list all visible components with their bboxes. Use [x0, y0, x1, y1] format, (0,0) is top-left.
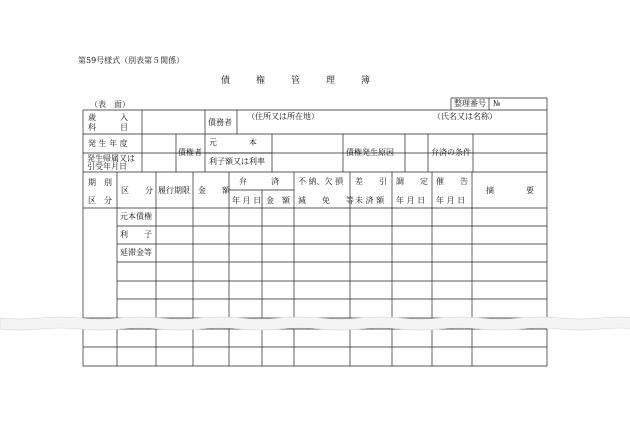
col-remarks: 摘 要 — [486, 186, 534, 195]
torn-gap — [0, 317, 630, 330]
col-adjust-2: 年 月 日 — [396, 196, 426, 205]
address-label: （住所又は所在地） — [247, 112, 319, 121]
principal-label: 元 本 — [209, 138, 257, 147]
cause-label: 債権発生原因 — [346, 148, 394, 157]
ref-label: 整理番号 — [454, 99, 486, 108]
origin-date-label-1: 発生帰属又は — [87, 154, 135, 163]
fiscal-item-label: 歳 入 — [88, 113, 128, 122]
col-deduct-2: 未 済 額 — [355, 196, 385, 205]
form-number: 第59号様式（別表第５関係） — [78, 56, 185, 65]
col-deduct-1: 差 引 — [355, 177, 387, 186]
row-late-fee: 延滞金等 — [120, 248, 152, 257]
interest-label: 利子額又は利率 — [209, 157, 265, 166]
col-adjust-1: 調 定 — [396, 177, 428, 186]
col-demand-1: 催 告 — [436, 177, 468, 186]
col-amount: 金 額 — [198, 186, 230, 195]
col-category: 区 分 — [121, 186, 153, 195]
form-title: 債権管理簿 — [221, 76, 397, 86]
name-label: （氏名又は名称） — [433, 112, 497, 121]
origin-year-label: 発 生 年 度 — [88, 139, 128, 148]
origin-date-label-2: 引受年月日 — [87, 162, 127, 171]
col-demand-2: 年 月 日 — [436, 196, 466, 205]
debtor-label: 債務者 — [208, 118, 232, 127]
fiscal-sub-label: 科 目 — [88, 123, 128, 132]
col-default-2: 減 免 等 — [298, 196, 354, 205]
col-period-2: 区 分 — [88, 196, 112, 205]
creditor-label: 債権者 — [178, 148, 202, 157]
col-period-1: 期 別 — [88, 178, 112, 187]
side-label: （表 面） — [90, 100, 130, 109]
row-principal: 元本債権 — [120, 212, 152, 221]
ref-number: № — [493, 99, 501, 108]
col-repay-date: 年 月 日 — [232, 196, 262, 205]
row-interest: 利 子 — [120, 230, 152, 239]
col-repay-amount: 金 額 — [266, 196, 290, 205]
repay-terms-label: 弁済の条件 — [431, 148, 471, 157]
col-repay: 弁 済 — [239, 177, 279, 186]
col-due: 履行期限 — [158, 186, 190, 195]
col-default-1: 不 納、欠 損 — [298, 177, 344, 186]
